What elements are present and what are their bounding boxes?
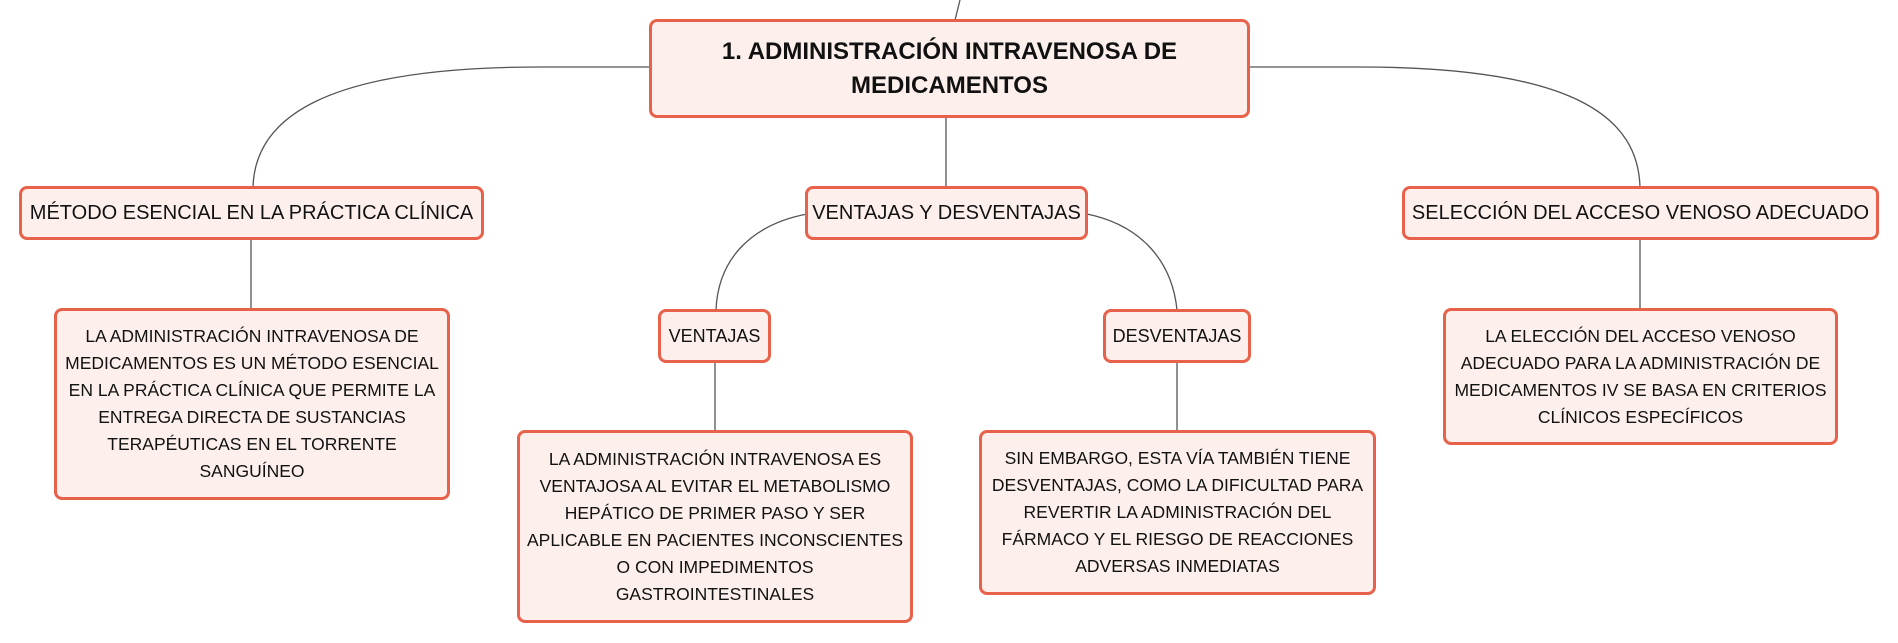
subnode-ventajas[interactable] [658, 309, 771, 363]
detail-ventajas-text: LA ADMINISTRACIÓN INTRAVENOSA ES VENTAJOSA AL EVITAR EL METABOLISMO HEPÁTICO DE PRIMER PASO Y SER APLICABLE EN PACIENTES INCONSCIENTES O CON IMPEDIMENTOS GASTROINTESTINALES [526, 448, 904, 604]
root-title: 1. ADMINISTRACIÓN INTRAVENOSA DE MEDICAMENTOS [721, 37, 1178, 99]
detail-desventajas-text: SIN EMBARGO, ESTA VÍA TAMBIÉN TIENE DESVENTAJAS, COMO LA DIFICULTAD PARA REVERTIR LA ADMINISTRACIÓN DEL FÁRMACO Y EL RIESGO DE REACCIONES ADVERSAS INMEDIATAS [991, 448, 1364, 576]
detail-metodo-esencial[interactable] [54, 308, 450, 500]
connector-root-to-acceso [1249, 67, 1640, 187]
subnode-desventajas[interactable] [1103, 309, 1251, 363]
branch-ventajas-desventajas[interactable] [805, 186, 1088, 240]
detail-acceso-text: LA ELECCIÓN DEL ACCESO VENOSO ADECUADO PARA LA ADMINISTRACIÓN DE MEDICAMENTOS IV SE BASA EN CRITERIOS CLÍNICOS ESPECÍFICOS [1454, 325, 1827, 427]
branch-metodo-esencial[interactable] [19, 186, 484, 240]
connector-vd-to-ventajas [716, 214, 807, 310]
branch-seleccion-acceso[interactable] [1402, 186, 1879, 240]
branch-metodo-label: MÉTODO ESENCIAL EN LA PRÁCTICA CLÍNICA [29, 202, 474, 224]
detail-desventajas[interactable] [979, 430, 1376, 595]
subnode-desventajas-label: DESVENTAJAS [1112, 326, 1242, 346]
detail-metodo-text: LA ADMINISTRACIÓN INTRAVENOSA DE MEDICAMENTOS ES UN MÉTODO ESENCIAL EN LA PRÁCTICA CLÍNICA QUE PERMITE LA ENTREGA DIRECTA DE SUSTANCIAS TERAPÉUTICAS EN EL TORRENTE SANGUÍNEO [65, 326, 439, 481]
connector-parent-to-root [955, 0, 960, 20]
branch-vd-label: VENTAJAS Y DESVENTAJAS [812, 202, 1081, 224]
connector-vd-to-desventajas [1087, 214, 1177, 310]
detail-seleccion-acceso[interactable] [1443, 308, 1838, 445]
branch-acceso-label: SELECCIÓN DEL ACCESO VENOSO ADECUADO [1411, 202, 1870, 224]
connector-root-to-metodo [253, 67, 650, 187]
root-node[interactable] [649, 19, 1250, 118]
detail-ventajas[interactable] [517, 430, 913, 623]
subnode-ventajas-label: VENTAJAS [668, 326, 761, 346]
